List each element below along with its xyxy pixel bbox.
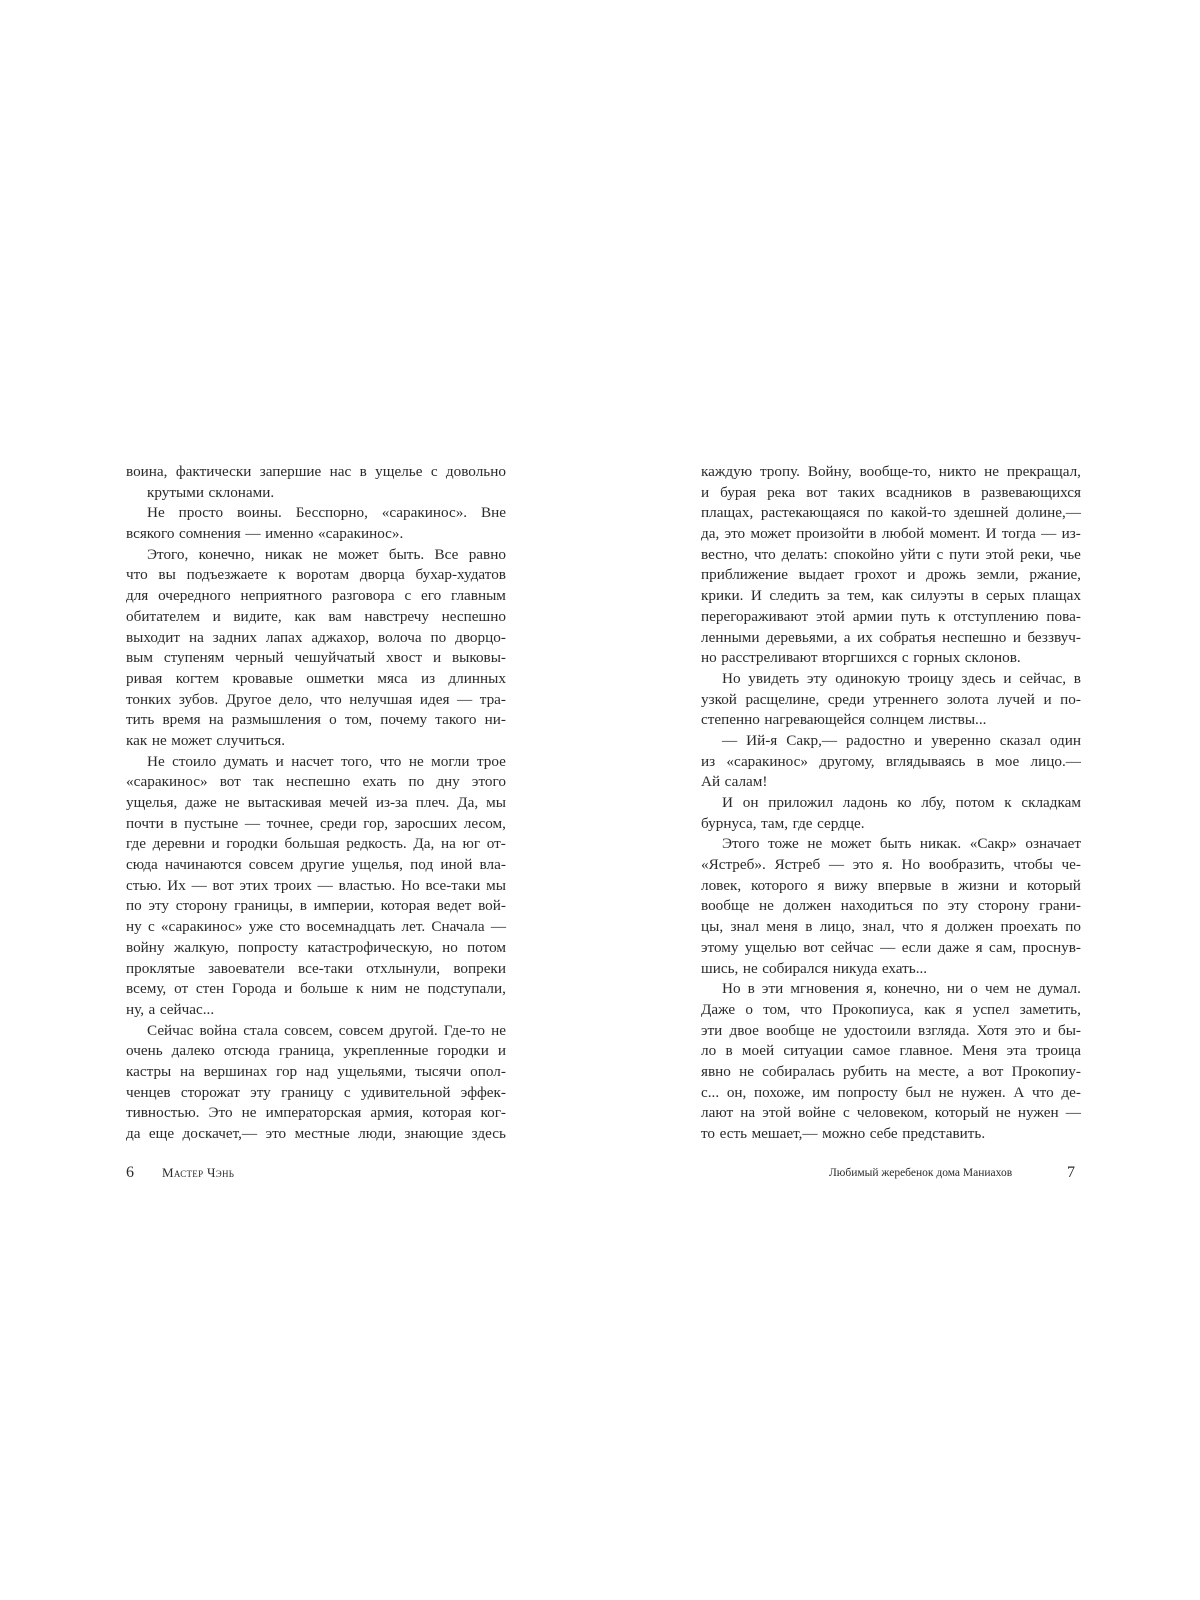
text-line: «Ястреб». Ястреб — это я. Но вообразить, чтобы че- [701, 856, 1081, 874]
text-line: обитателем и видите, как вам навстречу неспешно [126, 607, 506, 625]
text-line: ущелья, даже не вытаскивая мечей из-за плеч. Да, мы [126, 794, 506, 811]
text-line: крутыми склонами. [147, 483, 275, 501]
text-line: для очередного неприятного разговора с его главным [126, 587, 506, 605]
text-line: ловек, которого я вижу впервые в жизни и который [701, 876, 1081, 894]
text-line: вообще не должен находиться по эту сторону грани- [701, 897, 1081, 915]
text-line: вестно, что делать: спокойно уйти с пути этой реки, чье [701, 545, 1081, 563]
text-line: тонких зубов. Другое дело, что нелучшая идея — тра- [126, 690, 506, 708]
text-line: очень далеко отсюда граница, укрепленные городки и [126, 1042, 506, 1060]
left-page-number: 6 [126, 1164, 134, 1181]
text-line: всему, от стен Города и больше к ним не подступали, [126, 980, 506, 998]
text-line: крики. И следить за тем, как силуэты в серых плащах [701, 587, 1081, 605]
text-line: всякого сомнения — именно «саракинос». [126, 525, 404, 543]
text-line: Этого тоже не может быть никак. «Сакр» означает [722, 835, 1081, 853]
text-line: шись, не собирался никуда ехать... [701, 959, 928, 977]
text-line: ченцев сторожат эту границу с удивительной эффек- [126, 1083, 506, 1101]
text-line: явно не собиралась рубить на месте, а вот Прокопиу- [701, 1062, 1081, 1080]
left-page-text [126, 462, 506, 1145]
text-line: тивностью. Это не императорская армия, которая ког- [126, 1104, 506, 1122]
text-line: тить время на размышления о том, почему такого ни- [126, 711, 506, 729]
text-line: что вы подъезжаете к воротам дворца бухар-худатов [126, 566, 506, 584]
text-line: проклятые завоеватели все-таки отхлынули, вопреки [126, 959, 506, 977]
text-line: каждую тропу. Войну, вообще-то, никто не прекращал, [701, 463, 1081, 480]
text-line: приближение выдает грохот и дрожь земли, ржание, [701, 566, 1081, 584]
right-running-head: Любимый жеребенок дома Маниахов [829, 1167, 1013, 1179]
text-line: Этого, конечно, никак не может быть. Все равно [147, 545, 506, 563]
text-line: ленными деревьями, а их собратья неспешно и беззвуч- [701, 628, 1081, 646]
text-line: эти двое вообще не удостоили взгляда. Хотя это и бы- [701, 1021, 1081, 1039]
text-line: Но увидеть эту одинокую троицу здесь и сейчас, в [722, 669, 1081, 687]
text-line: Ай салам! [701, 773, 768, 791]
text-line: ну с «саракинос» уже сто восемнадцать лет. Сначала — [126, 918, 506, 936]
text-line: Сейчас война стала совсем, совсем другой. Где-то не [147, 1021, 506, 1039]
text-line: узкой расщелине, среди утреннего золота лучей и по- [701, 690, 1081, 708]
text-line: где деревни и городки большая редкость. Да, на юг от- [126, 835, 506, 853]
text-line: стью. Их — вот этих троих — властью. Но все-таки мы [126, 876, 506, 894]
text-line: то есть мешает,— можно себе представить. [701, 1125, 986, 1142]
text-line: по эту сторону границы, в империи, которая ведет вой- [126, 897, 506, 915]
text-line: Не стоило думать и насчет того, что не могли трое [147, 752, 506, 770]
right-page-number: 7 [1067, 1164, 1075, 1181]
text-line: кастры на вершинах гор над ущельями, тысячи опол- [126, 1062, 506, 1080]
text-line: этому ущелью вот сейчас — если даже я сам, проснув- [701, 938, 1081, 956]
text-line: но расстреливают вторгшихся с горных склонов. [701, 649, 1021, 667]
text-line: воина, фактически запершие нас в ущелье с довольно [126, 463, 506, 480]
text-line: перегораживают этой армии путь к отступлению пова- [701, 607, 1081, 625]
text-line: — Ий-я Сакр,— радостно и уверенно сказал один [722, 731, 1081, 749]
text-line: как не может случиться. [126, 731, 286, 749]
text-line: ривая когтем кровавые ошметки мяса из длинных [126, 669, 506, 687]
text-line: да, это может произойти в любой момент. И тогда — из- [701, 525, 1081, 543]
text-line: степенно нагревающейся солнцем листвы... [701, 711, 987, 729]
text-line: Не просто воины. Бесспорно, «саракинос». Вне [147, 504, 506, 522]
text-line: ло в моей ситуации самое главное. Меня эта троица [701, 1042, 1081, 1060]
text-line: Даже о том, что Прокопиуса, как я успел заметить, [701, 1000, 1081, 1018]
text-line: лают на этой войне с человеком, который не нужен — [701, 1104, 1081, 1122]
text-line: да еще доскачет,— это местные люди, знающие здесь [126, 1125, 506, 1142]
text-line: плащах, растекающаяся по какой-то здешней долине,— [701, 504, 1081, 522]
left-running-head: Мастер Чэнь [162, 1165, 235, 1180]
text-line: вым ступеням черный чешуйчатый хвост и выковы- [126, 649, 506, 667]
right-page-text [701, 462, 1081, 1145]
text-line: ну, а сейчас... [126, 1000, 215, 1018]
text-line: «саракинос» вот так неспешно ехать по дну этого [126, 773, 506, 791]
text-line: с... он, похоже, им попросту был не нужен. А что де- [701, 1083, 1081, 1101]
text-line: Но в эти мгновения я, конечно, ни о чем не думал. [722, 980, 1081, 998]
text-line: цы, знал меня в лицо, знал, что я должен проехать по [701, 918, 1081, 936]
text-line: И он приложил ладонь ко лбу, потом к складкам [722, 794, 1081, 811]
text-line: почти в пустыне — точнее, среди гор, заросших лесом, [126, 814, 506, 832]
text-line: и бурая река вот таких всадников в развевающихся [701, 483, 1081, 501]
text-line: сюда начинаются совсем другие ущелья, под иной вла- [126, 856, 506, 874]
text-line: выходит на задних лапах аджахор, волоча по дворцо- [126, 628, 506, 646]
text-line: из «саракинос» другому, вглядываясь в мое лицо.— [701, 752, 1081, 770]
text-line: войну жалкую, попросту катастрофическую, но потом [126, 938, 506, 956]
text-line: бурнуса, там, где сердце. [701, 814, 865, 832]
